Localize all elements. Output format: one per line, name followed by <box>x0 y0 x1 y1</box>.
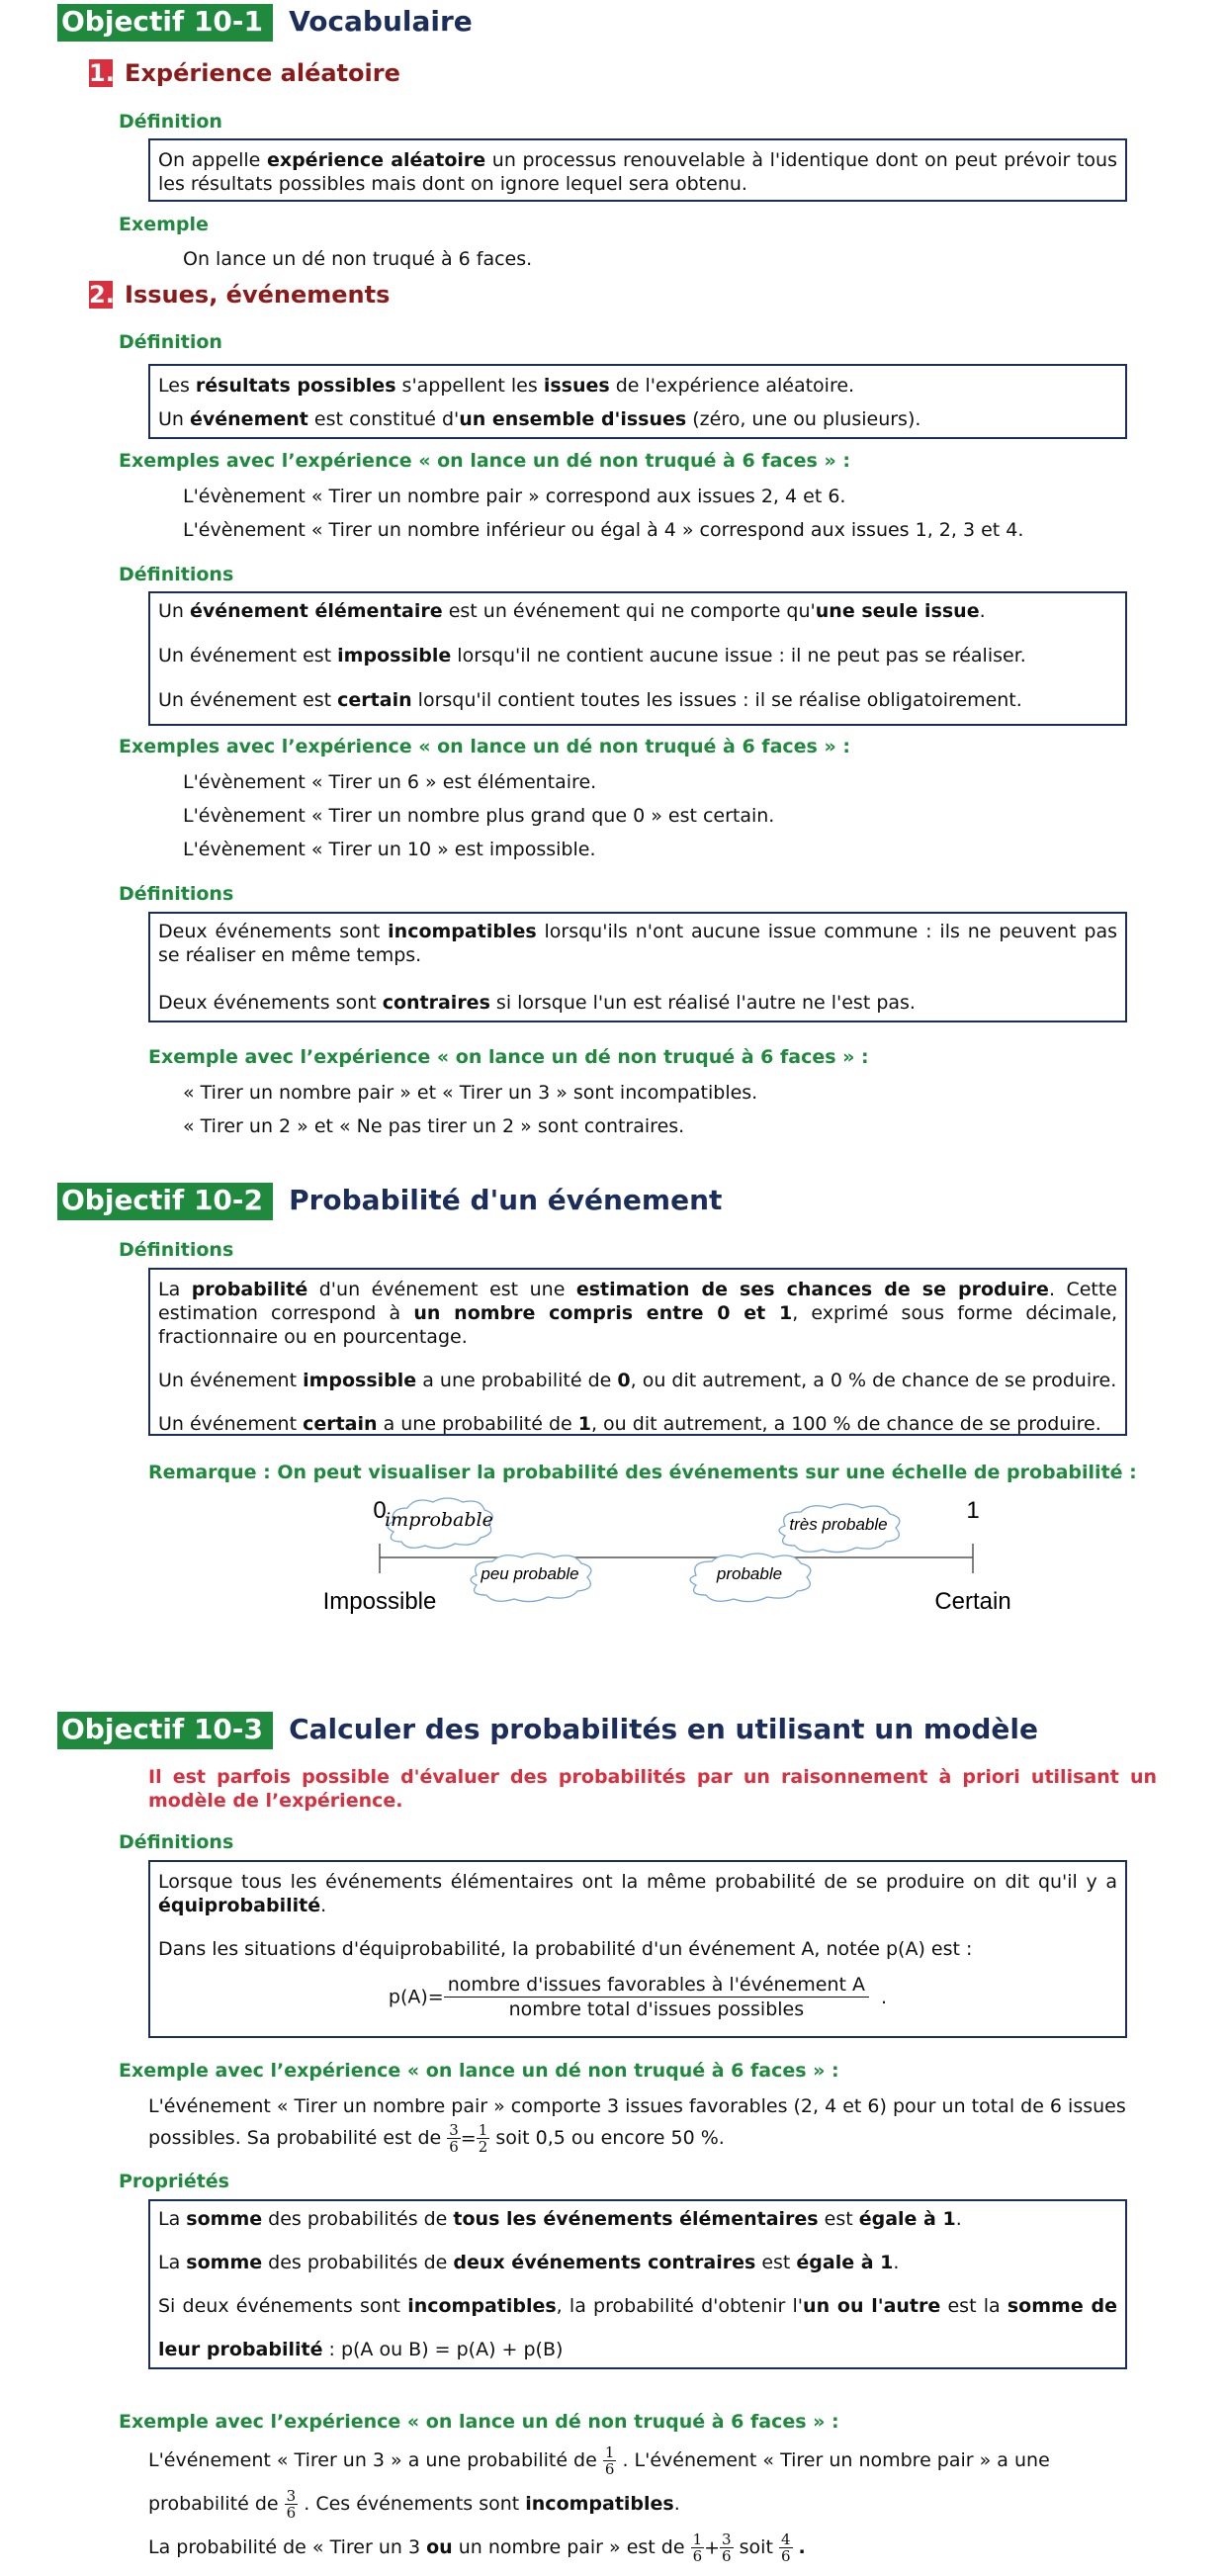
definition-box-event-types <box>148 591 1127 726</box>
objective-title: Vocabulaire <box>289 5 473 38</box>
cloud-peu-probable <box>471 1554 591 1602</box>
example-label: Exemple avec l’expérience « on lance un dé non truqué à 6 faces » : <box>119 2060 839 2082</box>
objective-title: Probabilité d'un événement <box>289 1184 723 1216</box>
cloud-tres-probable-label: très probable <box>789 1515 888 1534</box>
objective-10-1-header <box>57 4 473 42</box>
definitions-label: Définitions <box>119 1831 234 1853</box>
definition-label: Définition <box>119 111 222 133</box>
cloud-tres-probable <box>779 1504 900 1553</box>
example-line: « Tirer un nombre pair » et « Tirer un 3 » sont incompatibles. <box>183 1082 758 1104</box>
fraction-1-6: $\frac{1}{6}$ <box>604 2443 615 2478</box>
section-title: Expérience aléatoire <box>125 59 400 87</box>
property-contraires-sum: La somme des probabilités de deux événements contraires est égale à 1. <box>158 2252 900 2273</box>
objective-tag: Objectif 10-2 <box>57 1183 273 1220</box>
definition-impossible: Un événement est impossible lorsqu'il ne contient aucune issue : il ne peut pas se réaliser. <box>158 645 1026 666</box>
definition-event-text: Un événement est constitué d'un ensemble d'issues (zéro, une ou plusieurs). <box>158 408 921 430</box>
section-title: Issues, événements <box>125 281 391 309</box>
example-line: L'évènement « Tirer un 6 » est élémentaire. <box>183 771 597 793</box>
definition-box-experience <box>148 138 1127 202</box>
objective-tag: Objectif 10-3 <box>57 1712 273 1749</box>
definitions-label: Définitions <box>119 564 234 585</box>
objective-10-3-header <box>57 1712 1038 1749</box>
example-label: Exemple avec l’expérience « on lance un dé non truqué à 6 faces » : <box>148 1046 869 1068</box>
objective-tag: Objectif 10-1 <box>57 4 273 42</box>
definition-incompatible: Deux événements sont incompatibles lorsqu'ils n'ont aucune issue commune : ils ne peuvent pas se réaliser en même temps. <box>158 921 1118 966</box>
definition-box-equiprobability <box>148 1860 1127 2038</box>
fraction-3-6: $\frac{3}{6}$ <box>286 2487 297 2522</box>
example-1-line-1: L'événement « Tirer un nombre pair » comporte 3 issues favorables (2, 4 et 6) pour un total de 6 issues <box>148 2095 1126 2117</box>
cloud-probable-label: probable <box>716 1564 783 1583</box>
formula-denominator: nombre total d'issues possibles <box>508 1999 805 2020</box>
remark-label: Remarque : On peut visualiser la probabilité des événements sur une échelle de probabilité : <box>148 1462 1137 1483</box>
definition-formula-intro: Dans les situations d'équiprobabilité, la probabilité d'un événement A, notée p(A) est : <box>158 1938 973 1960</box>
cloud-probable <box>690 1554 811 1602</box>
definition-box-issues <box>148 364 1127 439</box>
definition-box-probability <box>148 1268 1127 1436</box>
example-2-line-3: La probabilité de « Tirer un 3 ou un nombre pair » est de $\frac{1}{6}$ + $\frac{3}{6}$ soit $\frac{4}{6}$ . <box>148 2531 806 2565</box>
definition-certain: Un événement est certain lorsqu'il contient toutes les issues : il se réalise obligatoirement. <box>158 689 1022 711</box>
fraction-3-6: $\frac{3}{6}$ <box>722 2531 732 2565</box>
fraction-3-6: $\frac{3}{6}$ <box>449 2121 459 2156</box>
example-line: L'évènement « Tirer un nombre pair » correspond aux issues 2, 4 et 6. <box>183 486 846 507</box>
definitions-label: Définitions <box>119 1239 234 1261</box>
objective-10-2-header <box>57 1183 722 1220</box>
section-number: 2. <box>89 281 115 309</box>
definition-issues-text: Les résultats possibles s'appellent les issues de l'expérience aléatoire. <box>158 375 855 397</box>
scale-one-label: 1 <box>966 1497 980 1524</box>
definition-text: On appelle expérience aléatoire un processus renouvelable à l'identique dont on peut prévoir tous les résultats possibles mais dont on ignore lequel sera obtenu. <box>158 149 1117 195</box>
example-1-line-2: possibles. Sa probabilité est de $\frac{3}{6}$ = $\frac{1}{2}$ soit 0,5 ou encore 50 %. <box>148 2121 725 2156</box>
objective-title: Calculer des probabilités en utilisant un modèle <box>289 1713 1038 1745</box>
definition-impossible-prob: Un événement impossible a une probabilité de 0, ou dit autrement, a 0 % de chance de se produire. <box>158 1370 1117 1391</box>
property-incompatible-line-2: leur probabilité : p(A ou B) = p(A) + p(B) <box>158 2339 564 2360</box>
formula-fraction <box>444 1973 869 2021</box>
properties-box <box>148 2199 1127 2369</box>
formula-period: . <box>881 1986 888 2008</box>
definition-contraires: Deux événements sont contraires si lorsque l'un est réalisé l'autre ne l'est pas. <box>158 992 916 1014</box>
property-incompatible-line-1: Si deux événements sont incompatibles, la probabilité d'obtenir l'un ou l'autre est la somme de <box>158 2295 1117 2317</box>
example-label: Exemple <box>119 214 209 235</box>
example-2-line-1: L'événement « Tirer un 3 » a une probabilité de $\frac{1}{6}$ . L'événement « Tirer un nombre pair » a une <box>148 2443 1050 2478</box>
example-2-line-2: probabilité de $\frac{3}{6}$ . Ces événements sont incompatibles. <box>148 2487 680 2522</box>
fraction-4-6: $\frac{4}{6}$ <box>780 2531 791 2565</box>
definition-probability: La probabilité d'un événement est une estimation de ses chances de se produire. Cette estimation correspond à un nombre compris entre 0 et 1, exprimé sous forme décimale, fractionnaire ou en pourcentage. <box>158 1279 1117 1348</box>
section-number: 1. <box>89 59 115 87</box>
example-label: Exemple avec l’expérience « on lance un dé non truqué à 6 faces » : <box>119 2411 839 2433</box>
example-line: L'évènement « Tirer un 10 » est impossible. <box>183 839 596 860</box>
examples-label: Exemples avec l’expérience « on lance un dé non truqué à 6 faces » : <box>119 736 850 757</box>
cloud-improbable <box>385 1498 493 1549</box>
example-line: L'évènement « Tirer un nombre plus grand que 0 » est certain. <box>183 805 775 827</box>
section-2-header <box>89 281 390 309</box>
cloud-peu-probable-label: peu probable <box>481 1564 579 1583</box>
definition-label: Définition <box>119 331 222 353</box>
definition-elementary: Un événement élémentaire est un événement qui ne comporte qu'une seule issue. <box>158 600 986 622</box>
definition-certain-prob: Un événement certain a une probabilité de 1, ou dit autrement, a 100 % de chance de se produire. <box>158 1413 1101 1435</box>
formula-numerator: nombre d'issues favorables à l'événement A <box>444 1973 869 1998</box>
definitions-label: Définitions <box>119 883 234 905</box>
scale-certain-label: Certain <box>934 1588 1011 1615</box>
definition-equiprobability: Lorsque tous les événements élémentaires ont la même probabilité de se produire on dit qu'il y a équiprobabilité. <box>158 1871 1117 1916</box>
scale-zero-label: 0 <box>373 1497 387 1524</box>
fraction-1-6: $\frac{1}{6}$ <box>692 2531 703 2565</box>
formula-lhs: p(A)= <box>388 1986 444 2008</box>
probability-scale <box>306 1488 1018 1627</box>
section-1-header <box>89 59 400 87</box>
definition-box-incompatible <box>148 912 1127 1022</box>
example-line: L'évènement « Tirer un nombre inférieur ou égal à 4 » correspond aux issues 1, 2, 3 et 4. <box>183 519 1024 541</box>
fraction-1-2: $\frac{1}{2}$ <box>478 2121 488 2156</box>
example-line: « Tirer un 2 » et « Ne pas tirer un 2 » sont contraires. <box>183 1115 685 1137</box>
scale-impossible-label: Impossible <box>322 1588 437 1615</box>
cloud-improbable-label: improbable <box>385 1509 493 1531</box>
examples-label: Exemples avec l’expérience « on lance un dé non truqué à 6 faces » : <box>119 450 850 472</box>
properties-label: Propriétés <box>119 2171 229 2192</box>
intro-text: Il est parfois possible d'évaluer des probabilités par un raisonnement à priori utilisant un modèle de l’expérience. <box>148 1766 1157 1812</box>
example-text: On lance un dé non truqué à 6 faces. <box>183 248 533 270</box>
formula <box>158 1973 1117 2021</box>
property-elementary-sum: La somme des probabilités de tous les événements élémentaires est égale à 1. <box>158 2208 962 2230</box>
